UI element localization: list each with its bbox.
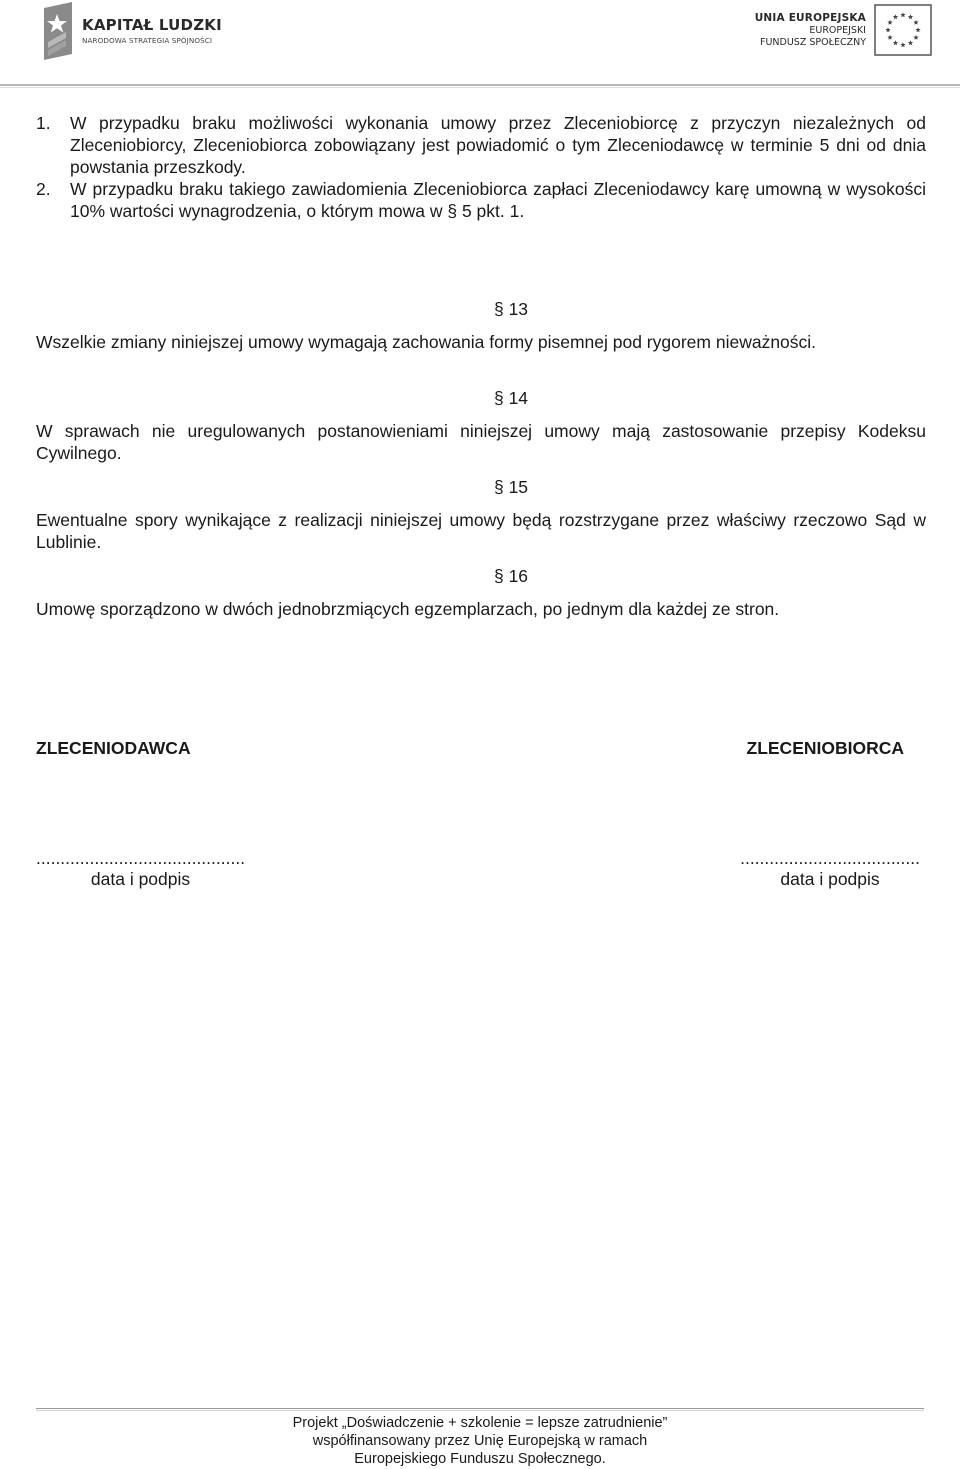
kapital-ludzki-subtitle: NARODOWA STRATEGIA SPÓJNOŚCI [82,36,213,45]
section-text-13: Wszelkie zmiany niniejszej umowy wymagają zachowania formy pisemnej pod rygorem nieważności. [36,332,817,352]
header-divider-secondary [0,87,960,88]
kapital-ludzki-emblem-icon [40,2,76,60]
right-signature-line [740,848,920,890]
signature-block [36,738,920,889]
section-text-14: W sprawach nie uregulowanych postanowieniami niniejszej umowy mają zastosowanie przepisy Kodeksu Cywilnego. [36,421,926,463]
header-divider [0,84,960,86]
signature-dots: ..................................... [740,848,920,868]
eu-logo-line3: FUNDUSZ SPOŁECZNY [760,36,866,48]
list-text: W przypadku braku takiego zawiadomienia Zleceniobiorca zapłaci Zleceniodawcy karę umowną w wysokości 10% wartości wynagrodzenia, o którym mowa w § 5 pkt. 1. [70,179,926,221]
kapital-ludzki-title: KAPITAŁ LUDZKI [82,16,222,34]
section-heading-15: § 15 [493,477,529,497]
contractor-label: ZLECENIODAWCA [36,738,191,758]
document-body [36,112,926,620]
eu-logo [755,4,932,56]
footer-line-1: Projekt „Doświadczenie + szkolenie = lepsze zatrudnienie” [292,1415,668,1431]
kapital-ludzki-logo [40,2,222,60]
left-signature-line [36,848,245,890]
contractee-label: ZLECENIOBIORCA [746,738,904,758]
eu-flag-icon [874,4,932,56]
eu-logo-line2: EUROPEJSKI [809,24,866,36]
list-item [36,178,926,222]
list-item [36,112,926,178]
signature-caption: data i podpis [780,869,880,889]
section-heading-16: § 16 [493,566,529,586]
section-heading-14: § 14 [493,388,529,408]
section-text-15: Ewentualne spory wynikające z realizacji niniejszej umowy będą rozstrzygane przez właściwy rzeczowo Sąd w Lublinie. [36,510,926,552]
page-footer [0,1414,960,1468]
section-heading-13: § 13 [493,299,529,319]
footer-divider [36,1408,924,1409]
page-header [0,0,960,90]
list-text: W przypadku braku możliwości wykonania umowy przez Zleceniobiorcę z przyczyn niezależnych od Zleceniobiorcy, Zleceniobiorca zobowiązany jest powiadomić o tym Zleceniodawcę w terminie 5 dni od dnia powstania przeszkody. [70,113,926,177]
footer-line-3: Europejskiego Funduszu Społecznego. [354,1451,606,1467]
signature-caption: data i podpis [90,869,191,889]
signature-dots: ........................................... [36,848,246,868]
list-number: 1. [36,113,51,133]
footer-divider-secondary [36,1410,924,1411]
eu-logo-line1: UNIA EUROPEJSKA [754,11,866,24]
section-text-16: Umowę sporządzono w dwóch jednobrzmiących egzemplarzach, po jednym dla każdej ze stron. [36,599,780,619]
footer-line-2: współfinansowany przez Unię Europejską w ramach [312,1433,648,1449]
list-number: 2. [36,179,51,199]
